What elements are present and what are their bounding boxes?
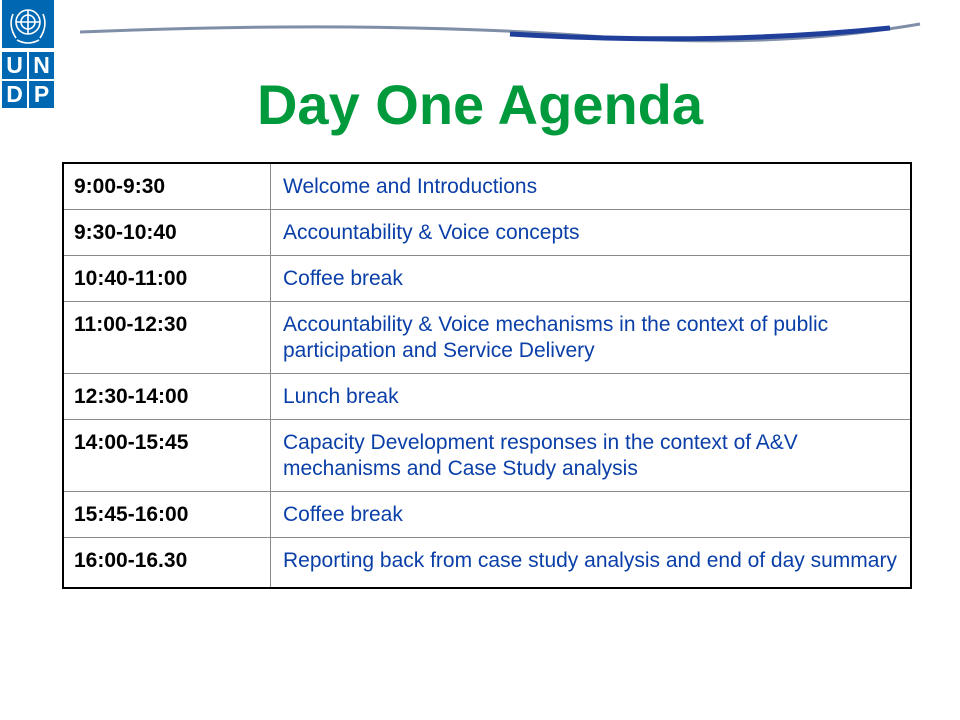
page-title: Day One Agenda (256, 73, 704, 136)
table-row (63, 420, 911, 492)
table-row (63, 374, 911, 420)
logo-letter: N (29, 52, 54, 79)
activity-cell: Welcome and Introductions (271, 163, 912, 210)
un-emblem-icon (2, 0, 54, 48)
activity-cell: Accountability & Voice mechanisms in the context of public participation and Service Delivery (271, 302, 912, 374)
time-cell: 15:45-16:00 (63, 492, 271, 538)
time-cell: 9:00-9:30 (63, 163, 271, 210)
time-cell: 12:30-14:00 (63, 374, 271, 420)
activity-cell: Capacity Development responses in the context of A&V mechanisms and Case Study analysis (271, 420, 912, 492)
activity-cell: Accountability & Voice concepts (271, 210, 912, 256)
table-row (63, 538, 911, 589)
activity-cell: Coffee break (271, 256, 912, 302)
activity-cell: Lunch break (271, 374, 912, 420)
logo-letter: D (2, 81, 27, 108)
time-cell: 14:00-15:45 (63, 420, 271, 492)
table-row (63, 163, 911, 210)
table-row (63, 302, 911, 374)
activity-cell: Reporting back from case study analysis and end of day summary (271, 538, 912, 589)
decorative-swoosh (70, 10, 930, 50)
logo-letter: P (29, 81, 54, 108)
table-row (63, 256, 911, 302)
activity-cell: Coffee break (271, 492, 912, 538)
table-row (63, 492, 911, 538)
time-cell: 16:00-16.30 (63, 538, 271, 589)
table-row (63, 210, 911, 256)
time-cell: 11:00-12:30 (63, 302, 271, 374)
time-cell: 10:40-11:00 (63, 256, 271, 302)
logo-letter: U (2, 52, 27, 79)
time-cell: 9:30-10:40 (63, 210, 271, 256)
agenda-table (62, 162, 912, 589)
